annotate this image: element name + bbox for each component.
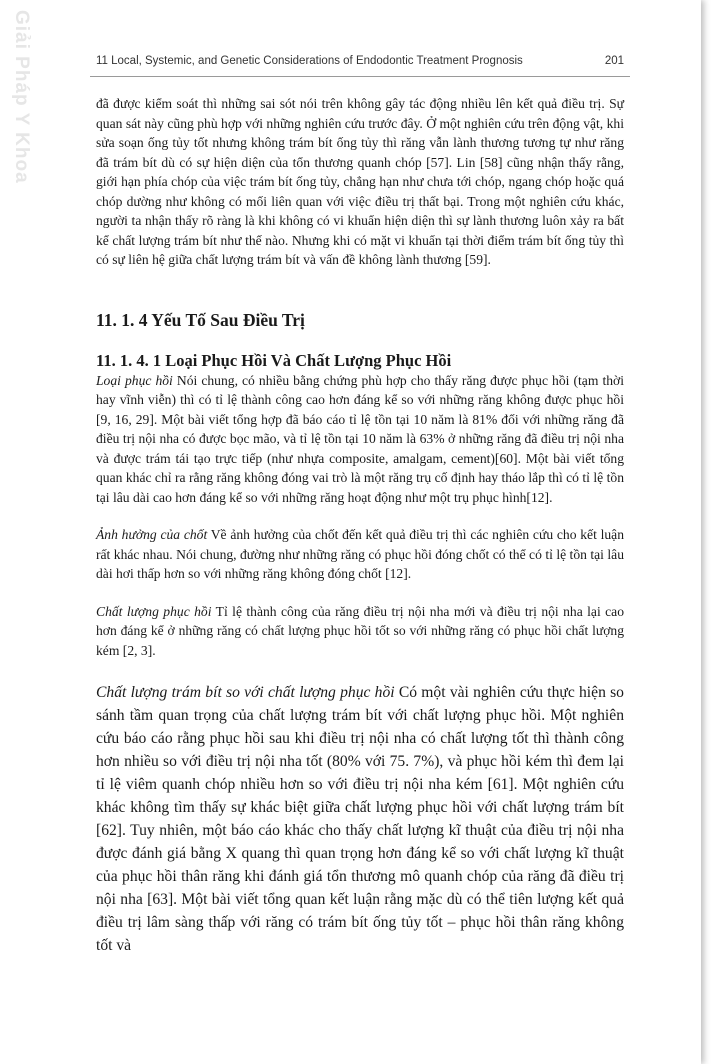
page-body [96,94,624,957]
paragraph-text: Tỉ lệ thành công của răng điều trị nội nha mới và điều trị nội nha lại cao hơn đáng kể ở những răng có chất lượng phục hồi tốt so với những răng có phục hồi chất lượng kém [2, 3]. [96,603,625,658]
section-heading: 11. 1. 4 Yếu Tố Sau Điều Trị [96,309,305,330]
subsection-heading: 11. 1. 4. 1 Loại Phục Hồi Và Chất Lượng Phục Hồi [96,350,452,370]
header-rule [90,76,630,77]
paragraph-restoration-quality [96,602,624,661]
paragraph-obturation-vs-restoration [96,681,624,957]
paragraph-continued: đã được kiểm soát thì những sai sót nói trên không gây tác động nhiều lên kết quả điều trị. Sự quan sát này cũng phù hợp với những nghiên cứu trước đây. Ở một nghiên cứu trên động vật, khi sửa soạn ống tủy tốt nhưng không trám bít ống tủy thì răng vẫn lành thương tương tự như răng đã trám bít dù có sự hiện diện của tổn thương quanh chóp [57]. Lin [58] cũng nhận thấy rằng, giới hạn phía chóp của việc trám bít ống tủy, chẳng hạn như chưa tới chóp, ngang chóp hoặc quá chóp dường như không có mối liên quan với việc điều trị thất bại. Trong một nghiên cứu khác, người ta nhận thấy rõ ràng là khi không có vi khuẩn hiện diện thì sự lành thương luôn xảy ra bất kể chất lượng trám bít như thế nào. Nhưng khi có mặt vi khuẩn tại thời điểm trám bít ống tủy thì có sự liên hệ giữa chất lượng trám bít và vấn đề không lành thương [59]. [96,96,624,267]
paragraph-lead: Loại phục hồi [96,372,173,388]
paragraph-lead: Ảnh hưởng của chốt [96,527,208,542]
page-number: 201 [604,55,624,67]
running-header [96,55,624,67]
running-title: 11 Local, Systemic, and Genetic Considerations of Endodontic Treatment Prognosis [96,55,523,67]
paragraph-post-effect [96,525,624,584]
paragraph-lead: Chất lượng phục hồi [96,603,212,619]
paragraph-lead: Chất lượng trám bít so với chất lượng phục hồi [96,684,395,701]
paragraph-text: Nói chung, có nhiều bằng chứng phù hợp cho thấy răng được phục hồi (tạm thời hay vĩnh viễn) thì có tỉ lệ thành công cao hơn đáng kể so với những răng không được phục hồi [9, 16, 29]. Một bài viết tổng hợp đã báo cáo tỉ lệ tồn tại 10 năm là 81% đối với những răng đã điều trị nội nha có được bọc mão, và tỉ lệ tồn tại 10 năm là 63% ở những răng đã điều trị nội nha và được trám tái tạo trực tiếp (như nhựa composite, amalgam, cement)[60]. Một bài viết tổng quan khác chỉ ra rằng răng không đóng vai trò là một răng trụ cố định hay tháo lắp thì có tỉ lệ tồn tại lâu dài cao hơn đáng kể so với những răng hoạt động như một trụ phục hình[12]. [96,372,624,505]
paragraph-restoration-type [96,371,624,508]
paragraph-text: Về ảnh hưởng của chốt đến kết quả điều trị thì các nghiên cứu cho kết luận rất khác nhau. Nói chung, đường như những răng có phục hồi đóng chốt có thể có tỉ lệ tồn tại lâu dài hơi thấp hơn so với những răng không đóng chốt [12]. [96,527,624,581]
paragraph-text: Có một vài nghiên cứu thực hiện so sánh tầm quan trọng của chất lượng trám bít với chất lượng phục hồi. Một nghiên cứu báo cáo rằng phục hồi sau khi điều trị nội nha có chất lượng tốt thì thành công hơn nhiều so với điều trị nội nha tốt (80% với 75. 7%), và phục hồi kém thì đem lại tỉ lệ viêm quanh chóp nhiều hơn so với điều trị nội nha kém [61]. Một nghiên cứu khác không tìm thấy sự khác biệt giữa chất lượng phục hồi với chất lượng trám bít [62]. Tuy nhiên, một báo cáo khác cho thấy chất lượng kĩ thuật của điều trị nội nha được đánh giá bằng X quang thì quan trọng hơn đáng kể so với chất lượng kĩ thuật của phục hồi thân răng khi đánh giá tổn thương mô quanh chóp của răng đã điều trị nội nha [63]. Một bài viết tổng quan kết luận rằng mặc dù có thể tiên lượng kết quả điều trị lâm sàng thấp với răng có trám bít ống tủy tốt – phục hồi thân răng không tốt và [96,684,624,954]
watermark: Giải Pháp Y Khoa [11,10,32,184]
